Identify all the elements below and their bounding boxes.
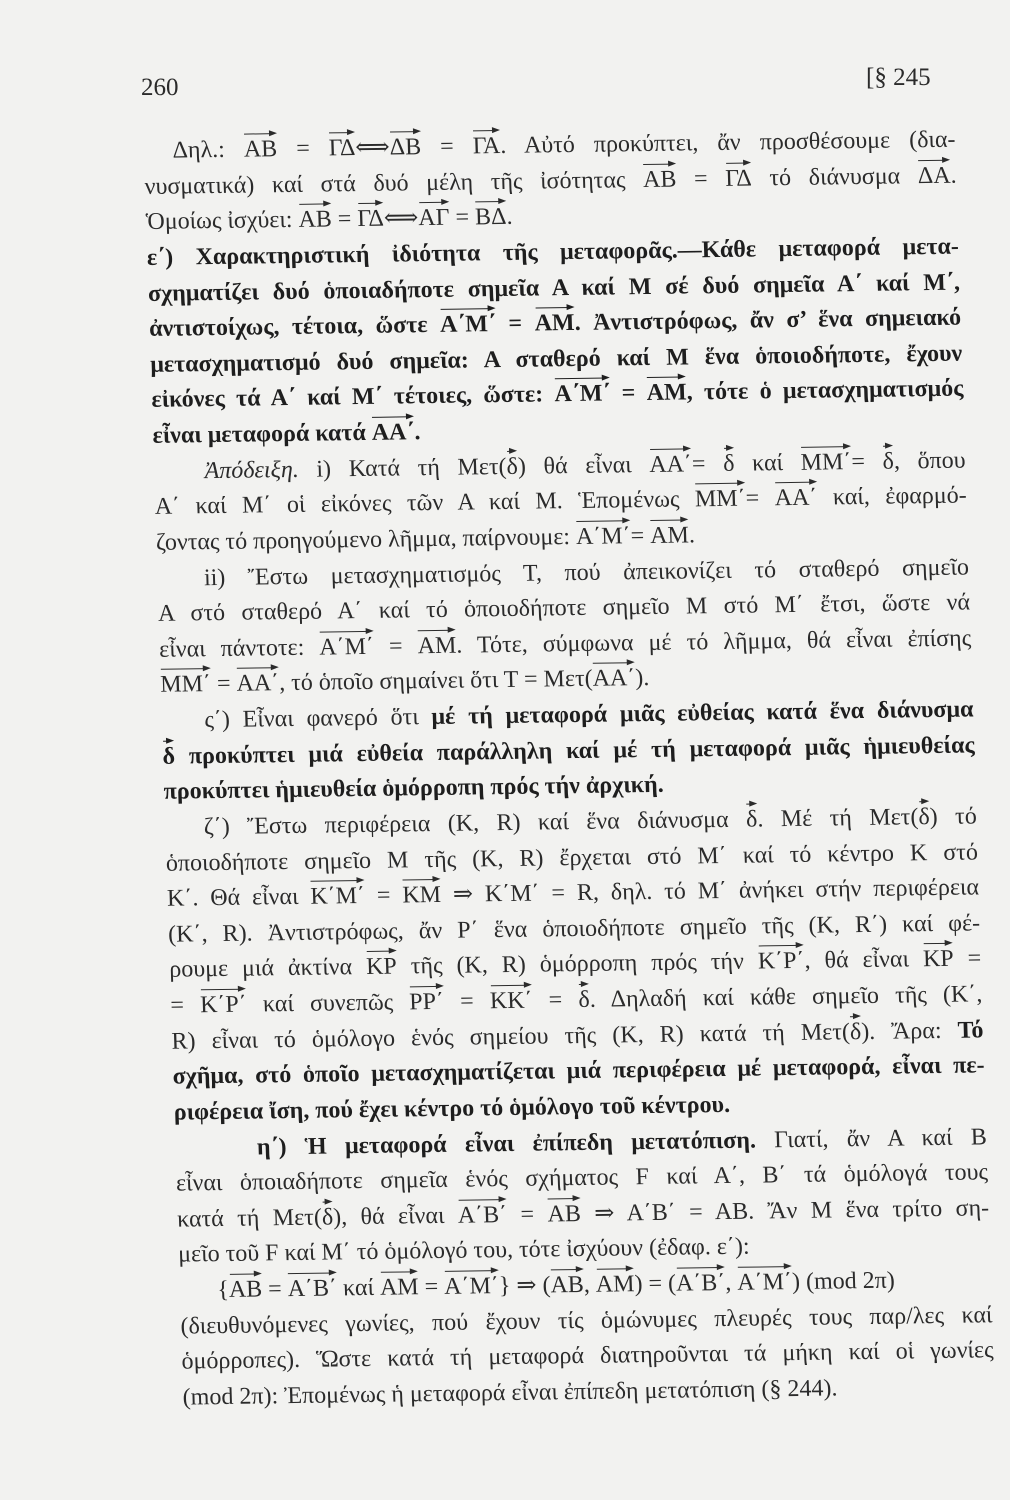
text-run: νυσματικά) καί στά δυό μέλη τῆς ἰσότητας (144, 166, 644, 200)
text-run: ) (mod 2π) (791, 1267, 896, 1296)
text-run: i) Κατά τή Μετ( (298, 453, 507, 483)
text-run: . (950, 162, 957, 189)
vector-symbol: ΑΜ (646, 379, 688, 407)
text-run: = (532, 987, 579, 1014)
bold-text-run: Τό (957, 1016, 984, 1044)
text-run: ⇒ Α΄Β΄ = ΑΒ. Ἄν Μ ἕνα τρίτο ση- (580, 1195, 990, 1227)
text-run: Ὁμοίως ἰσχύει: (145, 207, 299, 236)
text-run: Δηλ.: (172, 136, 245, 164)
bold-text-run: . (413, 419, 421, 446)
text-run: = (364, 882, 403, 910)
vector-symbol: ΑΜ (534, 310, 576, 337)
text-run: καί (734, 449, 802, 477)
vector-symbol: δ (506, 453, 519, 480)
vector-symbol: ΚΡ (365, 953, 398, 981)
text-run: . Αὐτό προκύπτει, ἄν προσθέσουμε (δια- (499, 126, 956, 160)
text-run: κατά τή Μετ( (176, 1204, 323, 1233)
vector-symbol: Α΄Μ΄ (443, 1273, 500, 1300)
vector-symbol: δ (321, 1204, 334, 1231)
vector-symbol: ΑΜ (417, 632, 457, 659)
text-run: = (418, 1273, 445, 1301)
text-run: ) = ( (634, 1270, 677, 1298)
text-run: ii) Ἔστω μετασχηματισμός Τ, πού ἀπεικονίζει τό σταθερό σημεῖο (203, 554, 970, 591)
vector-symbol: Α΄Μ΄ (318, 633, 375, 661)
text-run: ς΄) Εἶναι φανερό ὅτι (204, 704, 432, 734)
text-run: } ⇒ ( (498, 1272, 551, 1300)
text-run: καί, ἐφαρμό- (816, 482, 968, 511)
text-run: . Μέ τή Μετ( (756, 804, 919, 833)
text-run: Α΄ καί Μ΄ οἱ εἰκόνες τῶν Α καί Μ. Ἑπομένως (154, 486, 696, 521)
text-run: Α στό σταθερό Α΄ καί τό ὁποιοδήποτε σημεῖο Μ στό Μ΄ ἔτσι, ὥστε νά (157, 589, 971, 627)
text-run: , θά εἶναι (804, 946, 924, 975)
text-run: , (724, 1269, 738, 1296)
text-run: . Τότε, σύμφωνα μέ τό λῆμμα, θά εἶναι ἐπίσης (455, 625, 972, 659)
text-run: = (630, 522, 651, 550)
text-run: = (210, 671, 237, 698)
bold-text-run: . Ἀντιστρόφως, ἄν σ’ ἕνα σημειακό (574, 304, 962, 337)
vector-symbol: ΓΔ (328, 135, 356, 162)
text-run: τῆς (Κ, R) ὁμόρροπη πρός τήν (396, 948, 759, 980)
vector-symbol: Α΄Μ΄ (554, 380, 611, 408)
vector-symbol: ΜΜ΄ (159, 671, 212, 699)
bold-text-run: = (495, 310, 536, 338)
vector-symbol: Α΄Μ΄ (736, 1269, 793, 1296)
text-run: ὁποιοδήποτε σημεῖο Μ τῆς (Κ, R) ἔρχεται στό Μ΄ καί τό κέντρο Κ στό (165, 838, 979, 877)
vector-symbol: δ (162, 743, 176, 770)
bold-text-run: = (610, 380, 648, 407)
text-run: ὁμόρροπες). Ὥστε κατά τή μεταφορά διατηροῦνται τά μήκη καί οἱ γωνίες (181, 1337, 994, 1375)
text-run: = (169, 992, 201, 1019)
text-run: . (506, 204, 513, 231)
bold-text-run: μετασχηματισμό δυό σημεῖα: Α σταθερό καί Μ ἕνα ὁποιοδήποτε, ἔχουν (149, 340, 963, 378)
text-run: = (953, 945, 982, 973)
text-run: (mod 2π): Ἐπομένως ἡ μεταφορά εἶναι ἐπίπεδη μετατόπιση (§ 244). (182, 1375, 838, 1411)
bold-text-run: ε΄) Χαρακτηριστική ἰδιότητα τῆς μεταφορᾶς.—Κάθε μεταφορά μετα- (146, 233, 960, 271)
text-run: ⟺ (383, 205, 419, 232)
page-body-text (143, 123, 995, 1416)
vector-symbol: ΔΑ (917, 162, 951, 189)
text-run: , ὅπου (893, 447, 966, 475)
text-run: . Δηλαδή καί κάθε σημεῖο τῆς (Κ΄, (589, 981, 983, 1013)
vector-symbol: δ (882, 448, 895, 475)
bold-text-run: , τότε ὁ μετασχηματισμός (686, 375, 964, 406)
text-run: εἶναι πάντοτε: (158, 634, 320, 663)
bold-text-run: ἀντιστοίχως, τέτοια, ὥστε (148, 312, 441, 343)
vector-symbol: δ (722, 450, 735, 477)
vector-symbol: ΑΑ΄ (648, 450, 693, 478)
vector-symbol: ΑΒ (228, 1276, 263, 1303)
vector-symbol: Κ΄Μ΄ (309, 883, 366, 910)
vector-symbol: Α΄Β΄ (675, 1269, 726, 1297)
text-run: (διευθυνόμενες γωνίες, πού ἔχουν τίς ὁμώνυμες πλευρές τους παρ/λες καί (180, 1301, 993, 1340)
vector-symbol: ΑΜ (649, 522, 690, 549)
vector-symbol: ΑΑ΄ (592, 665, 636, 693)
vector-symbol: ΑΑ΄ (774, 484, 818, 512)
text-run: μεῖο τοῦ F καί Μ΄ τό ὁμόλογό του, τότε ἰσχύουν (ἐδαφ. ε΄): (177, 1234, 750, 1268)
section-reference: [§ 245 (866, 64, 931, 91)
text-run: = (745, 485, 776, 512)
text-run: . (688, 522, 696, 549)
text-run: ⟺ (354, 134, 391, 162)
bold-text-run: προκύπτει ἡμιευθεία ὁμόρροπη πρός τήν ἀρχική. (163, 772, 665, 806)
vector-symbol: ΑΒ (243, 136, 278, 163)
vector-symbol: ΡΡ΄ (408, 988, 445, 1016)
text-run: ). Ἄρα: (860, 1017, 959, 1045)
vector-symbol: ΜΜ΄ (800, 448, 852, 476)
bold-text-run: προκύπτει μιά εὐθεία παράλληλη καί μέ τή μεταφορά μιᾶς ἡμιευθείας (174, 732, 975, 770)
text-run: = (676, 165, 726, 193)
text-run: καί (336, 1274, 381, 1302)
vector-symbol: ΒΔ (474, 204, 507, 231)
vector-symbol: ΑΑ΄ (371, 419, 415, 446)
bold-text-run: ριφέρεια ἴση, πού ἔχει κέντρο τό ὁμόλογο τοῦ κέντρου. (173, 1091, 731, 1126)
text-run: = (276, 135, 330, 163)
vector-symbol: ΓΑ (472, 133, 501, 160)
text-run: = (331, 206, 358, 233)
italic-text-run: Ἀπόδειξη. (204, 456, 300, 484)
vector-symbol: Α΄Μ΄ (575, 523, 632, 550)
vector-symbol: ΚΚ΄ (489, 987, 533, 1015)
vector-symbol: ΓΔ (724, 165, 753, 192)
text-run: = (506, 1201, 548, 1228)
text-run: ζ΄) Ἔστω περιφέρεια (Κ, R) καί ἕνα διάνυσμα (203, 806, 747, 841)
vector-symbol: δ (849, 1018, 862, 1045)
text-run: Κ΄. Θά εἶναι (166, 883, 311, 912)
vector-symbol: ΑΓ (417, 204, 450, 232)
vector-symbol: δ (578, 986, 591, 1014)
vector-symbol: ΑΒ (550, 1271, 585, 1299)
bold-text-run: σχηματίζει δυό ὁποιαδήποτε σημεῖα Α καί Μ σέ δυό σημεῖα Α΄ καί Μ΄, (147, 269, 961, 307)
text-run: καί συνεπῶς (246, 989, 410, 1018)
text-run: ⇒ Κ΄Μ΄ = R, δηλ. τό Μ΄ ἀνήκει στήν περιφέρεια (440, 874, 980, 909)
text-run: = (373, 632, 419, 660)
text-run: ), θά εἶναι (332, 1202, 459, 1231)
bold-text-run: μέ τή μεταφορά μιᾶς εὐθείας κατά ἕνα διάνυσμα (431, 696, 974, 731)
text-run: (Κ΄, R). Ἀντιστρόφως, ἄν Ρ΄ ἕνα ὁποιοδήποτε σημεῖο τῆς (Κ, R΄) καί φέ- (167, 910, 981, 948)
vector-symbol: ΑΒ (298, 206, 333, 234)
text-run: ζοντας τό προηγούμενο λῆμμα, παίρνουμε: (155, 523, 577, 556)
bold-text-run: σχῆμα, στό ὁποῖο μετασχηματίζεται μιά περιφέρεια μέ μεταφορά, εἶναι πε- (172, 1052, 985, 1090)
vector-symbol: ΑΒ (547, 1200, 582, 1228)
text-run: ). (634, 665, 650, 692)
vector-symbol: Α΄Β΄ (287, 1275, 338, 1303)
text-run: ρουμε μιά ἀκτίνα (168, 954, 367, 984)
vector-symbol: Α΄Β΄ (457, 1201, 508, 1229)
text-run: = (261, 1276, 289, 1303)
bold-text-run: η΄) Ἡ μεταφορά εἶναι ἐπίπεδη μετατόπιση. (256, 1127, 757, 1161)
vector-symbol: ΑΜ (595, 1271, 635, 1298)
vector-symbol: ΜΜ΄ (694, 485, 747, 513)
text-run: , τό ὁποῖο σημαίνει ὅτι Τ = Μετ( (278, 666, 594, 697)
text-run: ) τό (929, 803, 978, 830)
text-run: = (443, 988, 491, 1015)
vector-symbol: ΑΒ (642, 166, 677, 193)
text-run: = (691, 450, 724, 477)
vector-symbol: ΓΔ (356, 205, 385, 233)
bold-text-run: εἰκόνες τά Α΄ καί Μ΄ τέτοιες, ὥστε: (150, 381, 555, 414)
text-run: { (216, 1276, 230, 1304)
text-run: εἶναι ὁποιαδήποτε σημεῖα ἑνός σχήματος F καί Α΄, Β΄ τά ὁμόλογά τους (175, 1159, 989, 1197)
text-run: R) εἶναι τό ὁμόλογο ἑνός σημείου τῆς (Κ, R) κατά τή Μετ( (171, 1018, 851, 1055)
page-number: 260 (141, 74, 179, 101)
vector-symbol: ΚΜ (401, 882, 442, 909)
text-run: = (420, 133, 474, 161)
vector-symbol: ΑΜ (379, 1274, 420, 1301)
vector-symbol: δ (917, 803, 931, 831)
text-run: = (449, 204, 476, 231)
text-run: , (583, 1271, 597, 1298)
vector-symbol: Α΄Μ΄ (439, 311, 497, 338)
bold-text-run: εἶναι μεταφορά κατά (152, 419, 373, 449)
vector-symbol: δ (745, 806, 758, 833)
vector-symbol: Κ΄Ρ΄ (199, 991, 248, 1019)
vector-symbol: Κ΄Ρ΄ (757, 948, 805, 975)
text-run: τό διάνυσμα (751, 162, 919, 192)
text-run: ) θά εἶναι (517, 451, 650, 480)
vector-symbol: ΔΒ (389, 134, 422, 161)
vector-symbol: ΚΡ (922, 946, 955, 973)
text-run: = (850, 448, 883, 475)
vector-symbol: ΑΑ΄ (236, 670, 280, 698)
text-run: Γιατί, ἄν Α καί Β (755, 1123, 988, 1154)
